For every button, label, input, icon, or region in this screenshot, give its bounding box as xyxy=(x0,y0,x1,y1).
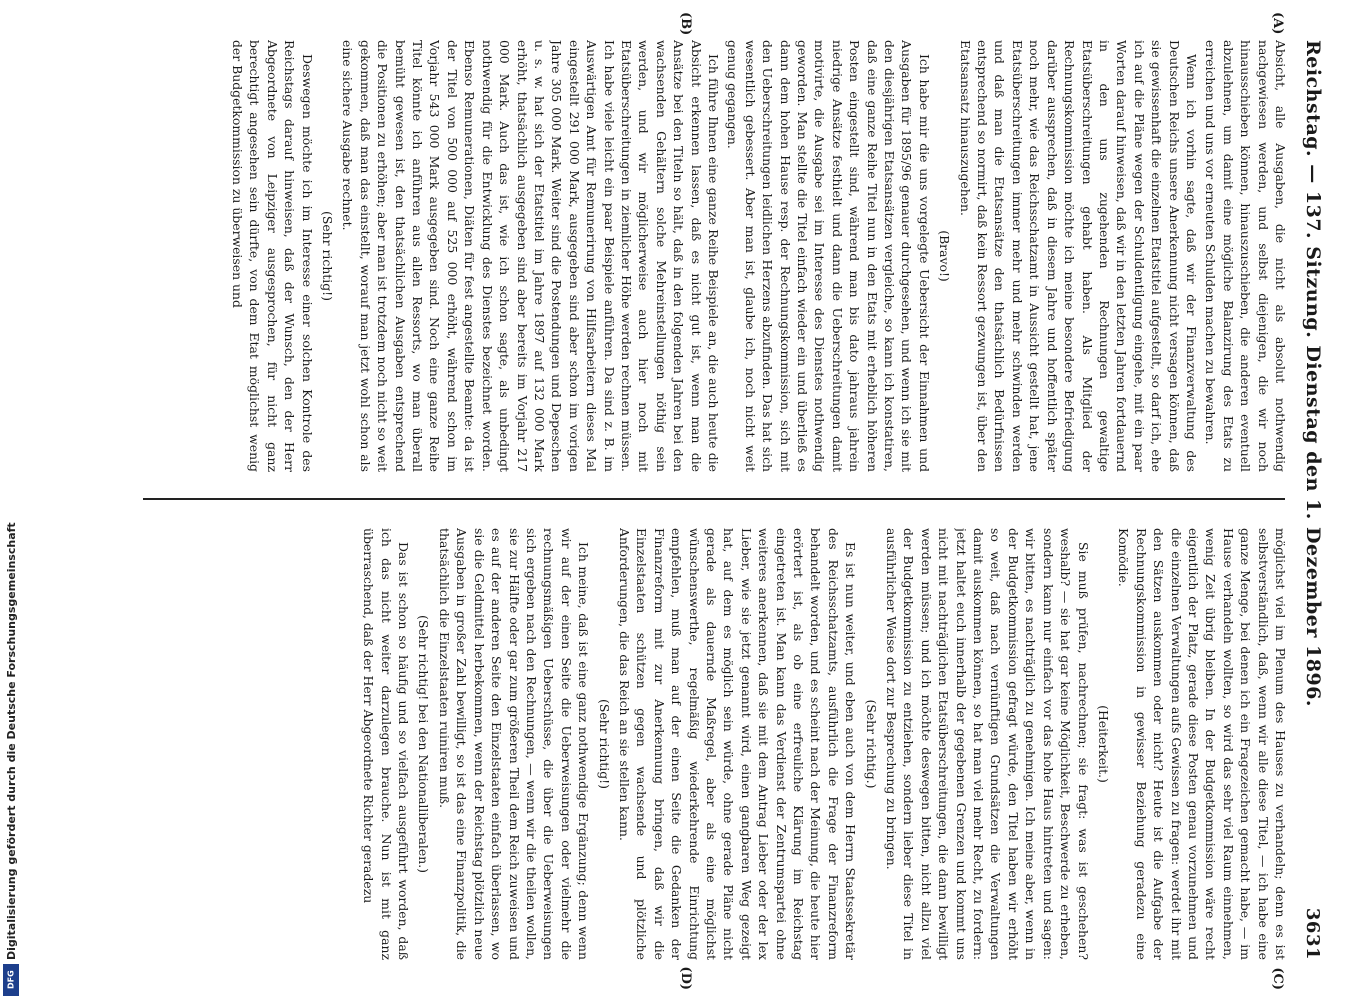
paragraph-continued: möglichst viel im Plenum des Hauses zu verhandeln; denn es ist selbstverständlich, daß, wenn wir alle diese Titel, — ich habe eine ganze Menge, bei denen ich ein Fragezeichen gemacht habe, — im Hause verhandeln wollten, so wird das sehr viel Raum einnehmen, wenig Zeit übrig bleiben. In der Budgetkommission wäre recht eigentlich der Platz, gerade diese Posten genau vorzunehmen und die einzelnen Verwaltungen aufs Gewissen zu fragen: werdet ihr mit den Sätzen auskommen oder nicht? Heute ist die Aufgabe der Rechnungskommission in gewisser Beziehung geradezu eine Komödie. xyxy=(1116,528,1288,960)
interjection: (Sehr richtig!) xyxy=(320,211,336,301)
header-title: Reichstag. — 137. Sitzung. Dienstag den 1. Dezember 1896. xyxy=(1302,40,1324,708)
credit-text: Digitalisierung gefördert durch die Deutsche Forschungsgemeinschaft xyxy=(5,522,18,960)
marker-b: (B) xyxy=(678,12,693,36)
running-header xyxy=(1293,40,1333,960)
paragraph: Ich habe mir die uns vorgelegte Uebersicht der Einnahmen und Ausgaben für 1895/96 genauer durchgesehen, und wenn ich sie mit den diesjährigen Etatsansätzen vergleiche, so kann ich konstatiren, daß eine ganze Reihe Titel nun in den Etats mit erheblich höheren Posten eingestellt sind, während man bis dato jahraus jahrein niedrige Ansätze festhielt und dann die Ueberschreitungen damit motivirte, die Ausgabe sei im Interesse des Dienstes nothwendig geworden. Man stellte die Titel einfach wieder ein und überließ es dann dem hohen Hause resp. der Rechnungskommission, sich mit den Ueberschreitungen leidlichen Herzens abzufinden. Das hat sich wesentlich gebessert. Aber man ist, glaube ich, noch nicht weit genug gegangen. xyxy=(725,40,932,472)
interjection: (Sehr richtig!) xyxy=(596,699,612,789)
paragraph: Sie muß prüfen, nachrechnen; sie fragt: was ist geschehen? weshalb? — sie hat gar keine Möglichkeit, Beschwerde zu erheben, sondern kann nur einfach vor das hohe Haus hintreten und sagen: wir bitten, es nachträglich zu genehmigen. Ich meine aber, wenn in der Budgetkommission gefragt würde, den Titel haben wir erhöht so weit, daß nach vernünftigen Grundsätzen die Verwaltungen damit auskommen können, so hat man viel mehr Recht, zu fordern: jetzt haltet euch innerhalb der gegebenen Grenzen und kommt uns nicht mit nachträglichen Etatsüberschreitungen, die dann bewilligt werden müssen; und ich möchte deswegen bitten, nicht allzu viel der Budgetkommission zu entziehen, sondern lieber diese Titel in ausführlicher Weise dort zur Besprechung zu bringen. xyxy=(884,528,1091,960)
page-number: 3631 xyxy=(1302,907,1324,960)
interjection: (Bravo!) xyxy=(937,230,953,282)
marker-d: (D) xyxy=(678,966,693,990)
marker-a: (A) xyxy=(1270,12,1285,35)
interjection: (Sehr richtig! bei den Nationalliberalen.) xyxy=(416,615,432,873)
paragraph: Das ist schon so häufig und so vielfach ausgeführt worden, daß ich das nicht weiter darzulegen brauche. Nun ist mit ganz überraschend, daß der Herr Abgeordnete Richter geradezu xyxy=(361,528,412,960)
right-column xyxy=(83,528,1289,960)
paragraph: Wenn ich vorhin sagte, daß wir der Finanzverwaltung des Deutschen Reichs unsere Anerkennung nicht versagen können, daß sie gewissenhaft die einzelnen Etatstitel aufgestellt, so darf ich, ehe ich auf die Pläne wegen der Schuldentilgung eingehe, mit ein paar Worten darauf hinweisen, daß wir in den letzten Jahren fortdauernd in den uns zugehenden Rechnungen gewaltige Etatsüberschreitungen gehabt haben. Als Mitglied der Rechnungskommission möchte ich meine besondere Befriedigung darüber aussprechen, daß in diesem Jahre und hoffentlich später noch mehr, wie das Reichsschatzamt in Aussicht gestellt hat, jene Etatsüberschreitungen immer mehr und mehr schwinden werden und daß man die Etatsansätze den thatsächlich Bedürfnissen entsprechend so normirt, daß kein Ressort gezwungen ist, über den Etatsansatz hinauszugehen. xyxy=(957,40,1199,472)
page-body xyxy=(83,12,1333,990)
marker-c: (C) xyxy=(1270,967,1285,990)
interjection: (Heiterkeit.) xyxy=(1095,705,1111,783)
paragraph: Ich führe Ihnen eine ganze Reihe Beispiele an, die auch heute die Absicht erkennen lassen, daß es nicht gut ist, wenn man die Ansätze bei den Titeln so hält, daß in den folgenden Jahren bei den wachsenden Gehältern solche Mehreinstellungen nöthig sein werden, und wir möglicherweise auch hier noch mit Etatsüberschreitungen in ziemlicher Höhe werden rechnen müssen. Ich habe viele leicht ein paar Beispiele anführen. Da sind z. B. im Auswärtigen Amt für Remunerirung von Hilfsarbeitern dieses Mal eingestellt 291 000 Mark, ausgegeben sind aber schon im vorigen Jahre 305 000 Mark. Weiter sind die Postendungen und Depeschen u. s. w. hat sich der Etatstitel im Jahre 1897 auf 132 000 Mark erhöht, thatsächlich ausgegeben sind aber bereits im Vorjahr 217 000 Mark. Auch das ist, wie ich schon sagte, als unbedingt nothwendig für die Entwicklung des Dienstes bezeichnet worden. Ebenso Remunerationen, Diäten für fest angestellte Beamte: da ist der Titel von 500 000 auf 525 000 erhöht, während schon im Vorjahr 543 000 Mark ausgegeben sind. Noch eine ganze Reihe Titel könnte ich anführen aus allen Ressorts, wo man überall bemüht gewesen ist, den thatsächlichen Ausgaben entsprechend die Positionen zu erhöhen; aber man ist trotzdem noch nicht so weit gekommen, daß man das einstellt, worauf man jetzt wohl schon als eine sichere Ausgabe rechnet. xyxy=(340,40,721,472)
interjection: (Sehr richtig.) xyxy=(863,699,879,789)
column-divider xyxy=(143,498,1285,500)
paragraph: Es ist nun weiter, und eben auch von dem Herrn Staatssekretär des Reichsschatzamts, ausführlich die Frage der Finanzreform behandelt worden, und es scheint nach der Meinung, die heute hier erörtert ist, als ob eine erfreuliche Klärung im Reichstag eingetreten ist. Man kann das Verdienst der Zentrumspartei ohne weiteres anerkennen, daß sie mit dem Antrag Lieber oder der lex Lieber, wie sie jetzt genannt wird, einen gangbaren Weg gezeigt hat, auf dem es möglich sein würde, ohne gerade Pläne nicht gerade als dauernde Maßregel, aber als eine möglichst wünschenswerthe, regelmäßig wiederkehrende Einrichtung empfehlen, muß man auf der einen Seite die Gedanken der Finanzreform mit zur Anerkennung bringen, daß wir die Einzelstaaten schützen gegen wachsende und plötzliche Anforderungen, die das Reich an sie stellen kann. xyxy=(616,528,859,960)
paragraph: Deswegen möchte ich im Interesse einer solchen Kontrole des Reichstags darauf hinweisen, daß der Wunsch, den der Herr Abgeordnete von Leipziger ausgesprochen, für nicht ganz berechtigt angesehen sein dürfte, von dem Etat möglichst wenig der Budgetkommission zu überweisen und xyxy=(230,40,315,472)
dfg-logo: DFG xyxy=(3,964,19,996)
paragraph-continued: Absicht, alle Ausgaben, die nicht als absolut nothwendig nachgewiesen werden, und selbst diejenigen, die wir noch hinausschieben können, hinauszuschieben, die anderen eventuell abzulehnen, um damit eine mögliche Balanzirung des Etats zu erreichen und uns vor erneuten Schulden machen zu bewahren. xyxy=(1203,40,1288,472)
left-column xyxy=(83,40,1289,472)
paragraph: Ich meine, daß ist eine ganz nothwendige Ergänzung; denn wenn wir auf der einen Seite die Ueberweisungen oder vielmehr die rechnungsmäßigen Ueberschüsse, die über die Ueberweisungen sich ergeben nach den Rechnungen, — wenn wir die theilen wollen, sie zur Hälfte oder gar zum größeren Theil dem Reich zuweisen und es auf der anderen Seite den Einzelstaaten einfach überlassen, wo sie die Geldmittel herbekommen, wenn der Reichstag plötzlich neue Ausgaben in großer Zahl bewilligt, so ist das eine Finanzpolitik, die thatsächlich die Einzelstaaten ruiniren muß. xyxy=(436,528,592,960)
